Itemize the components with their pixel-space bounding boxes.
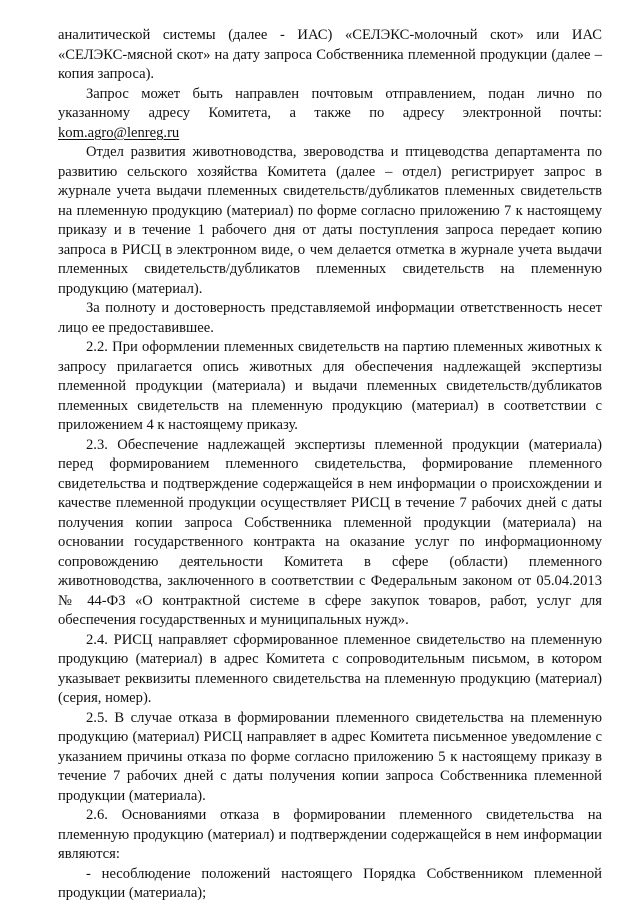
paragraph-2-5: 2.5. В случае отказа в формировании племенного свидетельства на племенную продукцию (материал) РИСЦ направляет в адрес Комитета письменное уведомление с указанием причины отказа по форме согласно приложению 5 к настоящему приказу в течение 7 рабочих дней с даты получения копии запроса Собственника племенной продукции (материала). bbox=[58, 709, 602, 804]
paragraph-2-4: 2.4. РИСЦ направляет сформированное племенное свидетельство на племенную продукцию (материал) в адрес Комитета с сопроводительным письмом, в котором указывает реквизиты племенного свидетельства на племенную продукцию (материал) (серия, номер). bbox=[58, 631, 602, 706]
paragraph-registration: Отдел развития животноводства, звероводства и птицеводства департамента по развитию сельского хозяйства Комитета (далее – отдел) регистрирует запрос в журнале учета выдачи племенных свидетельств/дубликатов племенных свидетельств на племенную продукцию (материал) по форме согласно приложению 7 к настоящему приказу и в течение 1 рабочего дня от даты поступления запроса передает копию запроса в РИСЦ в электронном виде, о чем делается отметка в журнале учета выдачи племенных свидетельств/дубликатов племенных свидетельств на племенную продукцию (материал). bbox=[58, 144, 602, 297]
paragraph-ias-copy: аналитической системы (далее - ИАС) «СЕЛЭКС-молочный скот» или ИАС «СЕЛЭКС-мясной скот» на дату запроса Собственника племенной продукции (далее – копия запроса). bbox=[58, 27, 602, 82]
paragraph-2-2: 2.2. При оформлении племенных свидетельств на партию племенных животных к запросу прилагается опись животных для обеспечения надлежащей экспертизы племенной продукции (материала) и выдачи племенных свидетельств/дубликатов племенных свидетельств на племенную продукцию (материал) в соответствии с приложением 4 к настоящему приказу. bbox=[58, 339, 602, 433]
paragraph-refusal-reason-1: - несоблюдение положений настоящего Порядка Собственником племенной продукции (материала); bbox=[58, 865, 602, 901]
paragraph-2-3: 2.3. Обеспечение надлежащей экспертизы племенной продукции (материала) перед формированием племенного свидетельства, формирование племенного свидетельства и подтверждение содержащейся в нем информации о происхождении и качестве племенной продукции осуществляет РИСЦ в течение 7 рабочих дней с даты получения копии запроса Собственника племенной продукции (материала) на основании государственного контракта на оказание услуг по информационному сопровождению деятельности Комитета в сфере (области) племенного животноводства, заключенного в соответствии с Федеральным законом от 05.04.2013 № 44-ФЗ «О контрактной системе в сфере закупок товаров, работ, услуг для обеспечения государственных и муниципальных нужд». bbox=[58, 436, 602, 628]
paragraph-responsibility: За полноту и достоверность представляемой информации ответственность несет лицо ее предоставившее. bbox=[58, 300, 602, 336]
email-link[interactable]: kom.agro@lenreg.ru bbox=[58, 124, 180, 141]
paragraph-request-delivery bbox=[58, 85, 602, 144]
document-page bbox=[58, 26, 602, 904]
paragraph-2-6: 2.6. Основаниями отказа в формировании племенного свидетельства на племенную продукцию (материал) и подтверждении содержащейся в нем информации являются: bbox=[58, 807, 602, 862]
paragraph-request-delivery-text: Запрос может быть направлен почтовым отправлением, подан лично по указанному адресу Комитета, а также по адресу электронной почты: bbox=[58, 85, 602, 121]
